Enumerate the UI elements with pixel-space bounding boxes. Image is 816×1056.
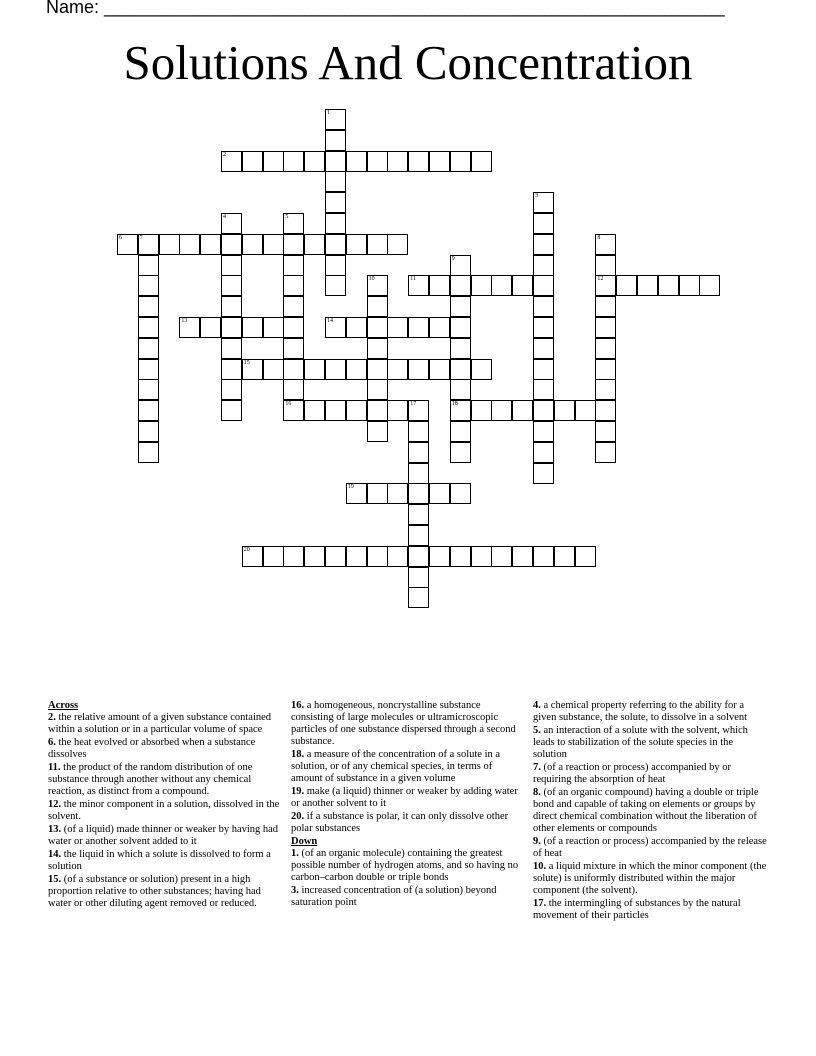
grid-cell[interactable] xyxy=(408,442,429,463)
grid-cell[interactable] xyxy=(138,379,159,400)
grid-cell[interactable] xyxy=(242,151,263,172)
grid-cell[interactable] xyxy=(221,255,242,276)
grid-cell[interactable] xyxy=(221,400,242,421)
clue-number: 14 xyxy=(327,318,333,324)
grid-cell[interactable] xyxy=(304,234,325,255)
name-line: Name: ______________________________________________________________ xyxy=(46,0,725,17)
grid-cell[interactable] xyxy=(637,275,658,296)
grid-cell[interactable] xyxy=(346,400,367,421)
grid-cell[interactable] xyxy=(138,359,159,380)
grid-cell[interactable] xyxy=(179,234,200,255)
clue-text: a homogeneous, noncrystalline substance consisting of large molecules or ultramicroscopic particles of one substance dispersed through a second substance. xyxy=(291,700,516,747)
grid-cell[interactable] xyxy=(533,213,554,234)
clue-number: 13 xyxy=(181,318,188,324)
grid-cell[interactable] xyxy=(679,275,700,296)
grid-cell[interactable] xyxy=(387,234,408,255)
clue-number-label: 19. xyxy=(291,786,305,797)
grid-cell[interactable] xyxy=(450,379,471,400)
grid-cell[interactable] xyxy=(367,421,388,442)
grid-cell[interactable] xyxy=(138,255,159,276)
grid-cell[interactable] xyxy=(595,421,616,442)
clue-item xyxy=(533,898,769,922)
clue-number: 4 xyxy=(223,214,226,220)
grid-cell[interactable] xyxy=(283,546,304,567)
clue-text: a liquid mixture in which the minor component (the solute) is uniformly distributed within the major component (the solvent). xyxy=(533,861,767,896)
grid-cell[interactable] xyxy=(408,483,429,504)
clue-text: increased concentration of (a solution) beyond saturation point xyxy=(291,885,497,908)
grid-cell[interactable] xyxy=(304,546,325,567)
grid-cell[interactable] xyxy=(242,317,263,338)
clue-number-label: 14. xyxy=(48,849,62,860)
clue-number-label: 7. xyxy=(533,762,541,773)
grid-cell[interactable] xyxy=(408,421,429,442)
clue-text: a measure of the concentration of a solute in a solution, or of any chemical species, in terms of amount of substance in a given volume xyxy=(291,749,501,784)
grid-cell[interactable] xyxy=(408,567,429,588)
grid-cell[interactable] xyxy=(595,442,616,463)
grid-cell[interactable] xyxy=(554,400,575,421)
clue-number: 12 xyxy=(597,276,604,283)
grid-cell[interactable] xyxy=(408,359,429,380)
clue-text: if a substance is polar, it can only dissolve other polar substances xyxy=(291,811,509,834)
grid-cell[interactable] xyxy=(325,317,346,338)
down-heading: Down xyxy=(291,836,318,847)
grid-cell[interactable] xyxy=(138,442,159,463)
grid-cell[interactable] xyxy=(533,400,554,421)
grid-cell[interactable] xyxy=(325,109,346,130)
grid-cell[interactable] xyxy=(117,234,138,255)
across-heading: Across xyxy=(48,700,79,711)
clue-number-label: 6. xyxy=(48,737,56,748)
clue-number: 20 xyxy=(243,546,250,553)
grid-cell[interactable] xyxy=(471,275,492,296)
grid-cell[interactable] xyxy=(450,442,471,463)
grid-cell[interactable] xyxy=(242,546,263,567)
grid-cell[interactable] xyxy=(408,463,429,484)
clue-item xyxy=(291,848,523,884)
grid-cell[interactable] xyxy=(367,151,388,172)
grid-cell[interactable] xyxy=(658,275,679,296)
clue-text: a chemical property referring to the ability for a given substance, the solute, to dissolve in a solvent xyxy=(533,700,748,723)
clue-item xyxy=(291,786,523,810)
grid-cell[interactable] xyxy=(471,400,492,421)
grid-cell[interactable] xyxy=(595,400,616,421)
grid-cell[interactable] xyxy=(533,359,554,380)
clue-number: 17 xyxy=(410,401,417,408)
grid-cell[interactable] xyxy=(325,130,346,151)
clue-number-label: 13. xyxy=(48,824,62,835)
clue-number-label: 2. xyxy=(48,712,56,723)
clue-number-label: 3. xyxy=(291,885,299,896)
grid-cell[interactable] xyxy=(221,234,242,255)
grid-cell[interactable] xyxy=(283,275,304,296)
grid-cell[interactable] xyxy=(200,234,221,255)
grid-cell[interactable] xyxy=(450,421,471,442)
clue-number: 8 xyxy=(597,234,601,241)
grid-cell[interactable] xyxy=(283,296,304,317)
clue-item xyxy=(533,700,769,724)
clue-item xyxy=(48,737,283,761)
grid-cell[interactable] xyxy=(429,546,450,567)
clue-text: (of a reaction or process) accompanied by or requiring the absorption of heat xyxy=(533,762,731,785)
grid-cell[interactable] xyxy=(595,317,616,338)
grid-cell[interactable] xyxy=(138,421,159,442)
grid-cell[interactable] xyxy=(346,359,367,380)
clue-number: 10 xyxy=(368,276,375,283)
clue-number-label: 1. xyxy=(291,848,299,859)
grid-cell[interactable] xyxy=(699,275,720,296)
clue-item xyxy=(48,874,283,910)
clue-item xyxy=(291,749,523,785)
clue-number-label: 8. xyxy=(533,787,541,798)
clue-number-label: 18. xyxy=(291,749,305,760)
grid-cell[interactable] xyxy=(138,234,159,255)
grid-cell[interactable] xyxy=(533,255,554,276)
grid-cell[interactable] xyxy=(263,359,284,380)
grid-cell[interactable] xyxy=(325,255,346,276)
grid-cell[interactable] xyxy=(408,504,429,525)
clue-number-label: 12. xyxy=(48,799,62,810)
grid-cell[interactable] xyxy=(408,587,429,608)
clue-column-3 xyxy=(533,700,769,923)
grid-cell[interactable] xyxy=(450,275,471,296)
grid-cell[interactable] xyxy=(325,234,346,255)
grid-cell[interactable] xyxy=(595,255,616,276)
grid-cell[interactable] xyxy=(408,525,429,546)
grid-cell[interactable] xyxy=(367,317,388,338)
grid-cell[interactable] xyxy=(138,338,159,359)
clue-item xyxy=(533,861,769,897)
clue-number: 16 xyxy=(285,401,292,408)
grid-cell[interactable] xyxy=(367,546,388,567)
clue-text: the relative amount of a given substance contained within a solution or in a particular volume of space xyxy=(48,712,272,735)
clue-text: (of an organic molecule) containing the greatest possible number of hydrogen atoms, and so having no carbon–carbon double or triple bonds xyxy=(291,848,519,883)
clue-text: the intermingling of substances by the natural movement of their particles xyxy=(533,898,741,921)
grid-cell[interactable] xyxy=(304,151,325,172)
grid-cell[interactable] xyxy=(512,275,533,296)
clue-text: an interaction of a solute with the solvent, which leads to stabilization of the solute species in the solution xyxy=(533,725,748,760)
grid-cell[interactable] xyxy=(367,296,388,317)
grid-cell[interactable] xyxy=(533,379,554,400)
grid-cell[interactable] xyxy=(533,546,554,567)
grid-cell[interactable] xyxy=(450,546,471,567)
grid-cell[interactable] xyxy=(263,317,284,338)
clue-item xyxy=(48,712,283,736)
grid-cell[interactable] xyxy=(575,546,596,567)
grid-cell[interactable] xyxy=(471,546,492,567)
clue-number-label: 17. xyxy=(533,898,547,909)
grid-cell[interactable] xyxy=(533,442,554,463)
grid-cell[interactable] xyxy=(367,379,388,400)
grid-cell[interactable] xyxy=(325,192,346,213)
clue-number: 19 xyxy=(347,484,354,491)
grid-cell[interactable] xyxy=(533,234,554,255)
grid-cell[interactable] xyxy=(408,400,429,421)
grid-cell[interactable] xyxy=(263,546,284,567)
grid-cell[interactable] xyxy=(533,463,554,484)
clue-item xyxy=(533,762,769,786)
grid-cell[interactable] xyxy=(200,317,221,338)
grid-cell[interactable] xyxy=(263,151,284,172)
grid-cell[interactable] xyxy=(221,379,242,400)
grid-cell[interactable] xyxy=(138,400,159,421)
grid-cell[interactable] xyxy=(387,546,408,567)
clue-item xyxy=(48,849,283,873)
grid-cell[interactable] xyxy=(221,213,242,234)
clue-text: the minor component in a solution, dissolved in the solvent. xyxy=(48,799,280,822)
grid-cell[interactable] xyxy=(283,255,304,276)
clue-number-label: 11. xyxy=(48,762,61,773)
clue-number: 9 xyxy=(451,255,455,262)
grid-cell[interactable] xyxy=(595,234,616,255)
grid-cell[interactable] xyxy=(533,338,554,359)
clue-text: (of an organic compound) having a double or triple bond and capable of taking on elements or groups by direct chemical combination without the liberation of other elements or compounds xyxy=(533,787,759,834)
grid-cell[interactable] xyxy=(367,338,388,359)
grid-cell[interactable] xyxy=(304,359,325,380)
grid-cell[interactable] xyxy=(616,275,637,296)
grid-cell[interactable] xyxy=(387,359,408,380)
grid-cell[interactable] xyxy=(283,400,304,421)
grid-cell[interactable] xyxy=(450,151,471,172)
grid-cell[interactable] xyxy=(408,546,429,567)
grid-cell[interactable] xyxy=(595,359,616,380)
grid-cell[interactable] xyxy=(325,275,346,296)
grid-cell[interactable] xyxy=(408,317,429,338)
grid-cell[interactable] xyxy=(325,359,346,380)
grid-cell[interactable] xyxy=(221,151,242,172)
grid-cell[interactable] xyxy=(221,296,242,317)
grid-cell[interactable] xyxy=(408,275,429,296)
clue-column-1 xyxy=(48,700,283,911)
clue-item xyxy=(48,799,283,823)
grid-cell[interactable] xyxy=(346,234,367,255)
grid-cell[interactable] xyxy=(283,379,304,400)
grid-cell[interactable] xyxy=(450,296,471,317)
clue-text: (of a substance or solution) present in a high proportion relative to other substances; having had water or other diluting agent removed or reduced. xyxy=(48,874,261,909)
grid-cell[interactable] xyxy=(387,483,408,504)
clue-number-label: 15. xyxy=(48,874,62,885)
clue-item xyxy=(48,824,283,848)
clue-number-label: 20. xyxy=(291,811,305,822)
grid-cell[interactable] xyxy=(221,275,242,296)
grid-cell[interactable] xyxy=(283,234,304,255)
clue-number-label: 9. xyxy=(533,836,541,847)
grid-cell[interactable] xyxy=(429,275,450,296)
clue-number-label: 5. xyxy=(533,725,541,736)
grid-cell[interactable] xyxy=(595,296,616,317)
grid-cell[interactable] xyxy=(367,275,388,296)
clue-number-label: 10. xyxy=(533,861,547,872)
grid-cell[interactable] xyxy=(575,400,596,421)
clue-item xyxy=(291,700,523,748)
grid-cell[interactable] xyxy=(159,234,180,255)
grid-cell[interactable] xyxy=(429,317,450,338)
grid-cell[interactable] xyxy=(595,338,616,359)
clue-text: make (a liquid) thinner or weaker by adding water or another solvent to it xyxy=(291,786,518,809)
clue-item xyxy=(533,725,769,761)
grid-cell[interactable] xyxy=(429,151,450,172)
grid-cell[interactable] xyxy=(138,275,159,296)
grid-cell[interactable] xyxy=(346,151,367,172)
grid-cell[interactable] xyxy=(325,400,346,421)
grid-cell[interactable] xyxy=(429,483,450,504)
grid-cell[interactable] xyxy=(367,400,388,421)
grid-cell[interactable] xyxy=(138,317,159,338)
grid-cell[interactable] xyxy=(138,296,159,317)
clue-number: 7 xyxy=(139,234,143,241)
grid-cell[interactable] xyxy=(387,400,408,421)
clue-item xyxy=(291,811,523,835)
grid-cell[interactable] xyxy=(450,338,471,359)
grid-cell[interactable] xyxy=(471,151,492,172)
grid-cell[interactable] xyxy=(450,255,471,276)
grid-cell[interactable] xyxy=(450,483,471,504)
grid-cell[interactable] xyxy=(346,317,367,338)
grid-cell[interactable] xyxy=(283,213,304,234)
grid-cell[interactable] xyxy=(283,151,304,172)
clue-item xyxy=(48,762,283,798)
grid-cell[interactable] xyxy=(242,234,263,255)
grid-cell[interactable] xyxy=(533,296,554,317)
clue-number: 2 xyxy=(223,151,226,158)
grid-cell[interactable] xyxy=(512,546,533,567)
grid-cell[interactable] xyxy=(304,400,325,421)
grid-cell[interactable] xyxy=(325,171,346,192)
grid-cell[interactable] xyxy=(533,317,554,338)
grid-cell[interactable] xyxy=(533,421,554,442)
grid-cell[interactable] xyxy=(367,359,388,380)
grid-cell[interactable] xyxy=(221,359,242,380)
grid-cell[interactable] xyxy=(325,213,346,234)
page-title: Solutions And Concentration xyxy=(123,35,693,90)
grid-cell[interactable] xyxy=(283,317,304,338)
grid-cell[interactable] xyxy=(554,546,575,567)
grid-cell[interactable] xyxy=(325,546,346,567)
grid-cell[interactable] xyxy=(325,151,346,172)
clue-item xyxy=(533,836,769,860)
grid-cell[interactable] xyxy=(283,359,304,380)
clue-number-label: 4. xyxy=(533,700,541,711)
grid-cell[interactable] xyxy=(533,192,554,213)
grid-cell[interactable] xyxy=(491,275,512,296)
grid-cell[interactable] xyxy=(221,317,242,338)
grid-cell[interactable] xyxy=(346,546,367,567)
grid-cell[interactable] xyxy=(429,359,450,380)
clue-text: the product of the random distribution of one substance through another without any chemical reaction, as distinct from a compound. xyxy=(48,762,253,797)
grid-cell[interactable] xyxy=(221,338,242,359)
grid-cell[interactable] xyxy=(283,338,304,359)
grid-cell[interactable] xyxy=(533,275,554,296)
clue-column-2 xyxy=(291,700,523,910)
grid-cell[interactable] xyxy=(595,275,616,296)
grid-cell[interactable] xyxy=(450,400,471,421)
grid-cell[interactable] xyxy=(263,234,284,255)
grid-cell[interactable] xyxy=(242,359,263,380)
grid-cell[interactable] xyxy=(367,234,388,255)
clue-number: 18 xyxy=(451,401,458,408)
grid-cell[interactable] xyxy=(179,317,200,338)
clue-number: 1 xyxy=(327,110,330,116)
grid-cell[interactable] xyxy=(346,483,367,504)
grid-cell[interactable] xyxy=(408,151,429,172)
grid-cell[interactable] xyxy=(450,359,471,380)
grid-cell[interactable] xyxy=(595,379,616,400)
clue-number: 11 xyxy=(410,276,416,283)
grid-cell[interactable] xyxy=(450,317,471,338)
clue-text: (of a liquid) made thinner or weaker by having had water or another solvent added to it xyxy=(48,824,279,847)
clue-text: the heat evolved or absorbed when a substance dissolves xyxy=(48,737,256,760)
clue-number: 5 xyxy=(285,214,289,220)
grid-cell[interactable] xyxy=(367,483,388,504)
grid-cell[interactable] xyxy=(512,400,533,421)
grid-cell[interactable] xyxy=(387,317,408,338)
grid-cell[interactable] xyxy=(491,400,512,421)
clue-number: 3 xyxy=(535,193,538,200)
clue-item xyxy=(533,787,769,835)
grid-cell[interactable] xyxy=(387,151,408,172)
clue-number: 15 xyxy=(243,359,250,366)
clue-number: 6 xyxy=(119,234,122,241)
grid-cell[interactable] xyxy=(471,359,492,380)
clue-text: the liquid in which a solute is dissolved to form a solution xyxy=(48,849,271,872)
clue-text: (of a reaction or process) accompanied by the release of heat xyxy=(533,836,767,859)
clue-item xyxy=(291,885,523,909)
grid-cell[interactable] xyxy=(491,546,512,567)
clue-number-label: 16. xyxy=(291,700,305,711)
